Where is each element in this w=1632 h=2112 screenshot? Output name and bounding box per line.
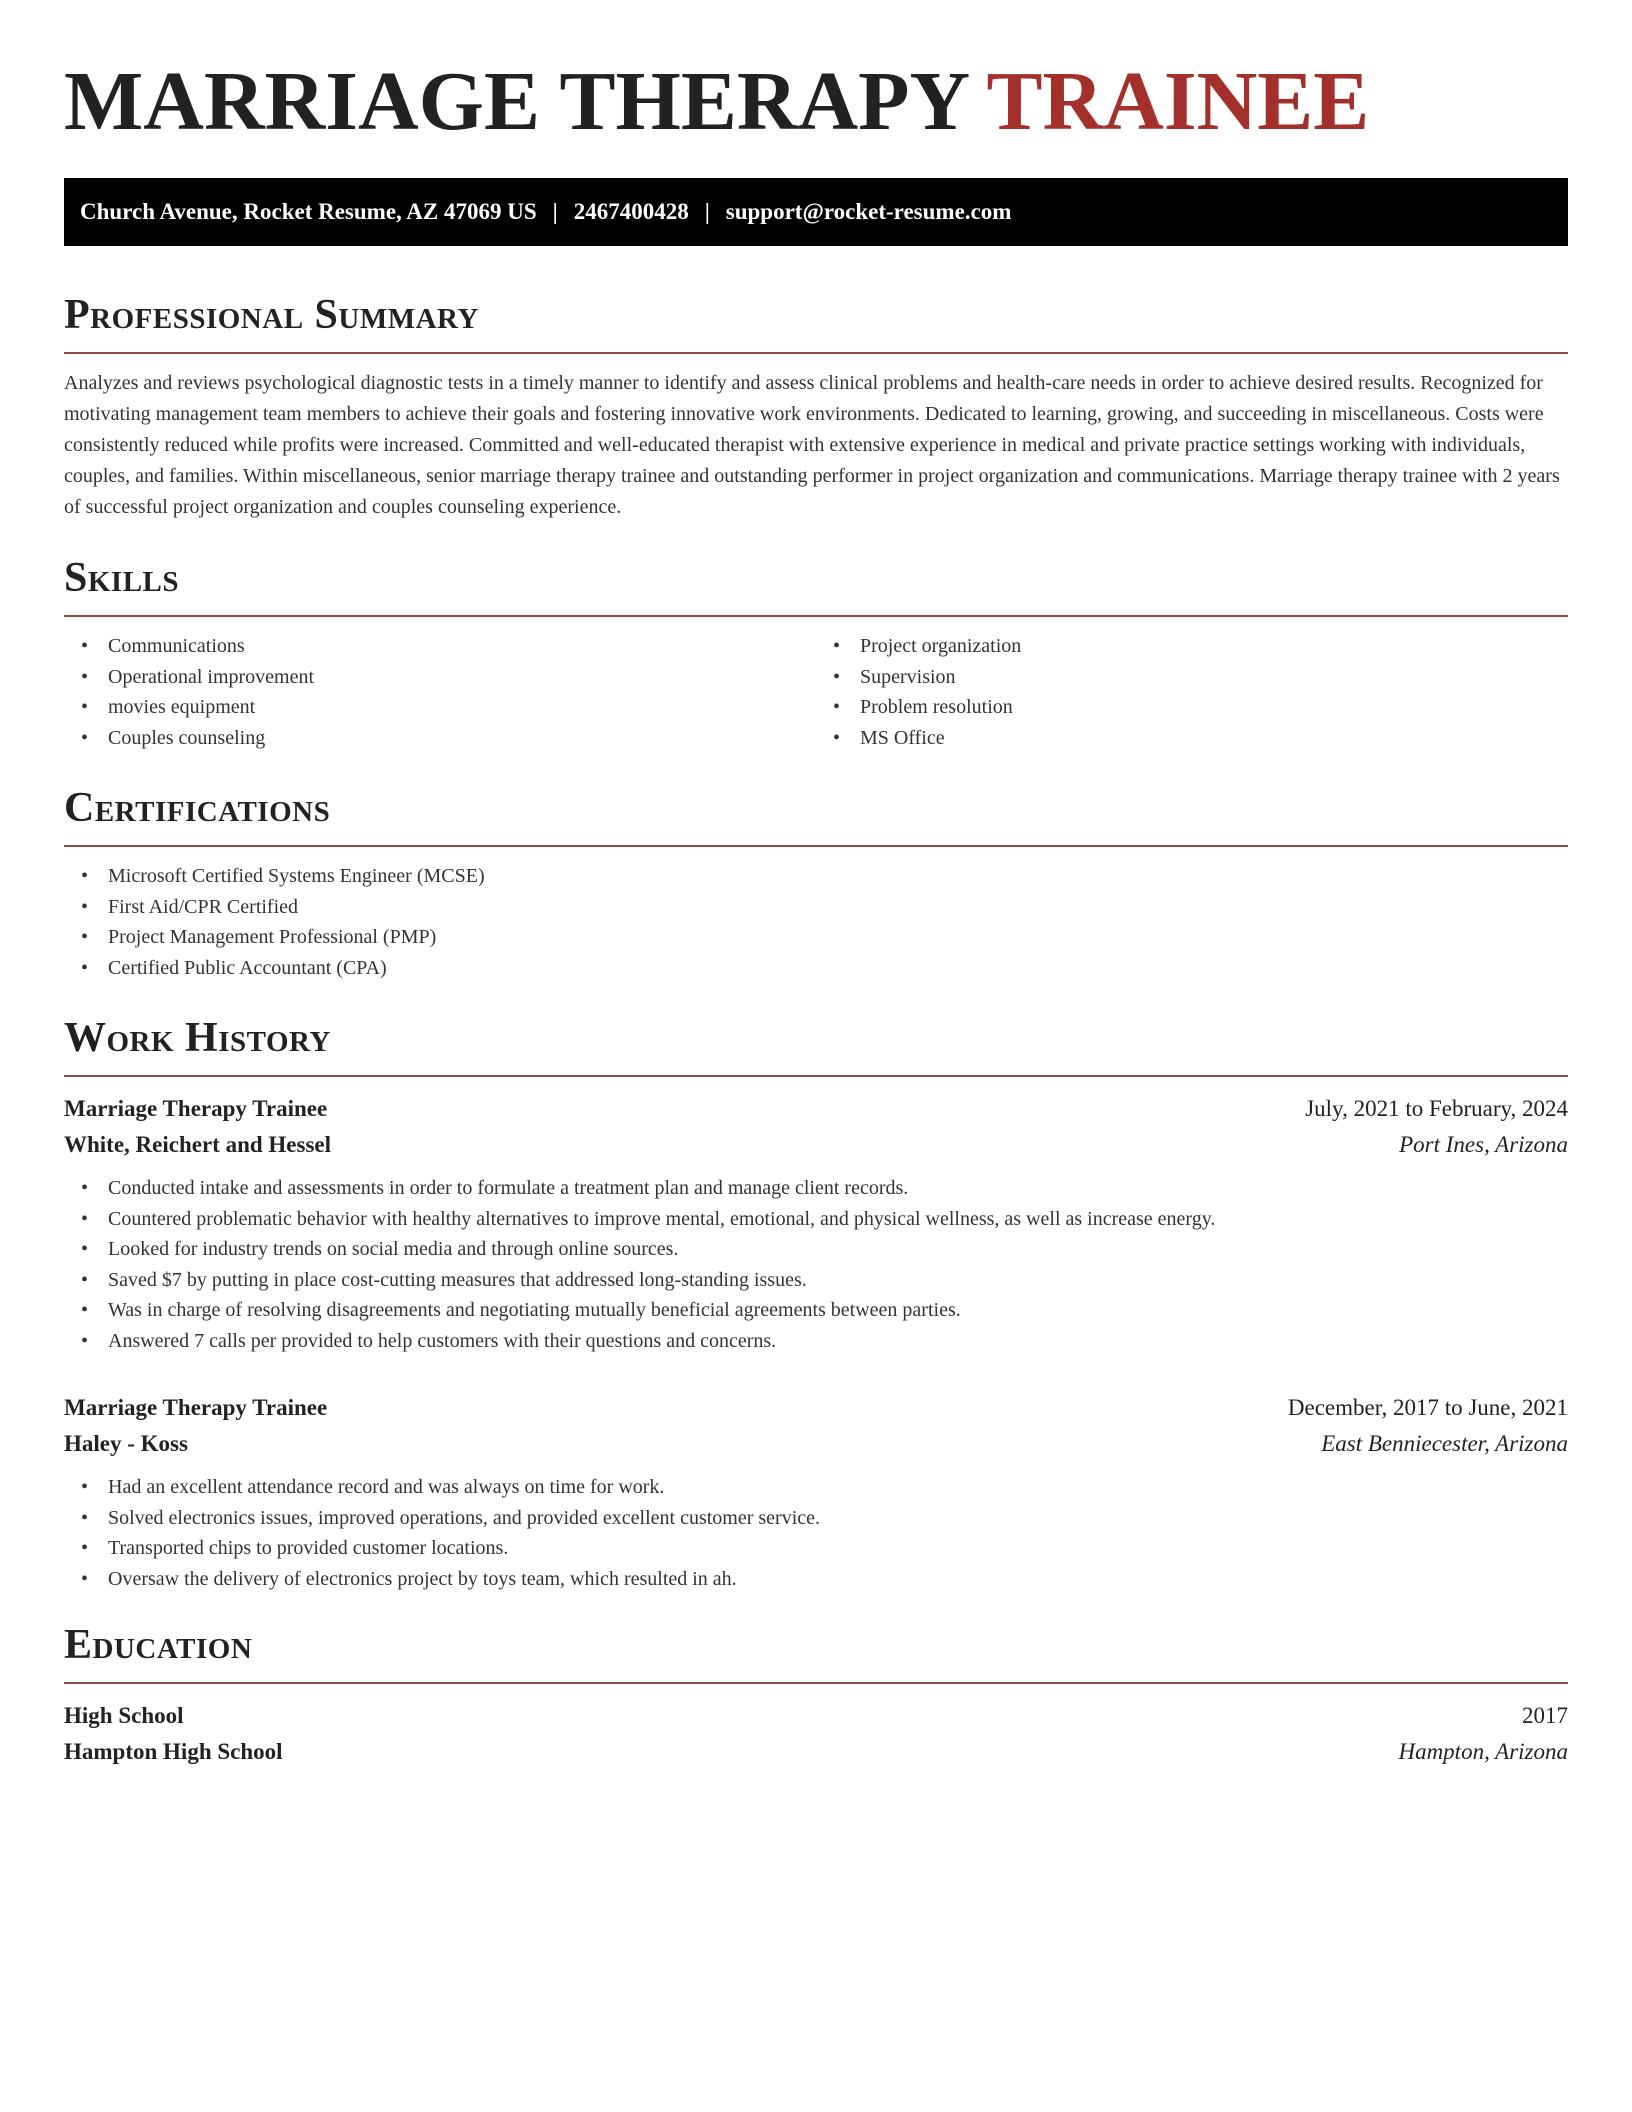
skill-item: • Problem resolution xyxy=(860,692,1568,723)
job-company-row xyxy=(64,1426,1568,1462)
job-duty-item: • Conducted intake and assessments in order to formulate a treatment plan and manage client records. xyxy=(108,1173,1568,1204)
skill-item: • MS Office xyxy=(860,723,1568,754)
job-title: Marriage Therapy Trainee xyxy=(64,1096,328,1121)
job-location: East Benniecester, Arizona xyxy=(1321,1431,1568,1456)
summary-heading: Professional Summary xyxy=(64,292,479,338)
section-divider xyxy=(64,845,1568,847)
work-history-heading: Work History xyxy=(64,1015,331,1061)
skills-list-right xyxy=(816,631,1568,753)
contact-separator: | xyxy=(552,199,558,224)
education-location: Hampton, Arizona xyxy=(1398,1739,1568,1764)
skill-item: • Supervision xyxy=(860,662,1568,693)
section-divider xyxy=(64,352,1568,354)
job-duty-item: • Oversaw the delivery of electronics project by toys team, which resulted in ah. xyxy=(108,1564,1568,1595)
job-duties-list xyxy=(64,1173,1568,1356)
certification-item: • Project Management Professional (PMP) xyxy=(108,922,1568,953)
skills-list-left xyxy=(64,631,816,753)
job-duty-item: • Saved $7 by putting in place cost-cutting measures that addressed long-standing issues. xyxy=(108,1265,1568,1296)
contact-bar xyxy=(64,178,1568,246)
education-school: Hampton High School xyxy=(64,1739,283,1764)
education-year: 2017 xyxy=(1522,1703,1568,1728)
skill-item: • movies equipment xyxy=(108,692,816,723)
contact-address: Church Avenue, Rocket Resume, AZ 47069 US xyxy=(80,199,537,224)
job-company-row xyxy=(64,1127,1568,1163)
job-dates: December, 2017 to June, 2021 xyxy=(1287,1395,1568,1420)
skill-item: • Communications xyxy=(108,631,816,662)
job-dates: July, 2021 to February, 2024 xyxy=(1305,1096,1568,1121)
job-duty-item: • Was in charge of resolving disagreements and negotiating mutually beneficial agreements between parties. xyxy=(108,1295,1568,1326)
section-divider xyxy=(64,1682,1568,1684)
job-entry xyxy=(64,1390,1568,1594)
certification-item: • Certified Public Accountant (CPA) xyxy=(108,953,1568,984)
certifications-heading: Certifications xyxy=(64,785,331,831)
summary-text: Analyzes and reviews psychological diagnostic tests in a timely manner to identify and assess clinical problems and health-care needs in order to achieve desired results. Recognized for motivating management team members to achieve their goals and fostering innovative work environments. Dedicated to learning, growing, and succeeding in miscellaneous. Costs were consistently reduced while profits were increased. Committed and well-educated therapist with extensive experience in medical and private practice settings working with individuals, couples, and families. Within miscellaneous, senior marriage therapy trainee and outstanding performer in project organization and communications. Marriage therapy trainee with 2 years of successful project organization and couples counseling experience. xyxy=(64,372,1560,518)
job-duties-list xyxy=(64,1472,1568,1594)
job-company: Haley - Koss xyxy=(64,1431,188,1456)
job-company: White, Reichert and Hessel xyxy=(64,1132,332,1157)
title-main: MARRIAGE THERAPY xyxy=(64,55,968,148)
contact-phone: 2467400428 xyxy=(573,199,689,224)
job-duty-item: • Solved electronics issues, improved operations, and provided excellent customer service. xyxy=(108,1503,1568,1534)
section-divider xyxy=(64,1075,1568,1077)
job-duty-item: • Countered problematic behavior with healthy alternatives to improve mental, emotional, and physical wellness, as well as increase energy. xyxy=(108,1204,1568,1235)
education-section xyxy=(64,1620,1568,1770)
summary-section xyxy=(64,290,1568,523)
skill-item: • Project organization xyxy=(860,631,1568,662)
education-heading: Education xyxy=(64,1622,253,1668)
certification-item: • Microsoft Certified Systems Engineer (MCSE) xyxy=(108,861,1568,892)
education-degree-row xyxy=(64,1698,1568,1734)
contact-separator: | xyxy=(704,199,710,224)
job-entry xyxy=(64,1091,1568,1356)
skills-grid xyxy=(64,631,1568,753)
job-header-row xyxy=(64,1390,1568,1426)
contact-email: support@rocket-resume.com xyxy=(725,199,1012,224)
education-school-row xyxy=(64,1734,1568,1770)
section-divider xyxy=(64,615,1568,617)
skill-item: • Operational improvement xyxy=(108,662,816,693)
skills-heading: Skills xyxy=(64,555,180,601)
job-title: Marriage Therapy Trainee xyxy=(64,1395,328,1420)
skill-item: • Couples counseling xyxy=(108,723,816,754)
job-duty-item: • Had an excellent attendance record and was always on time for work. xyxy=(108,1472,1568,1503)
certifications-list xyxy=(64,861,1568,983)
title-accent: TRAINEE xyxy=(986,55,1370,148)
job-duty-item: • Transported chips to provided customer locations. xyxy=(108,1533,1568,1564)
job-location: Port Ines, Arizona xyxy=(1399,1132,1568,1157)
certification-item: • First Aid/CPR Certified xyxy=(108,892,1568,923)
work-history-section xyxy=(64,1013,1568,1594)
resume-title xyxy=(64,52,1568,152)
job-duty-item: • Answered 7 calls per provided to help customers with their questions and concerns. xyxy=(108,1326,1568,1357)
certifications-section xyxy=(64,783,1568,983)
skills-section xyxy=(64,553,1568,753)
job-duty-item: • Looked for industry trends on social media and through online sources. xyxy=(108,1234,1568,1265)
job-header-row xyxy=(64,1091,1568,1127)
education-degree: High School xyxy=(64,1703,184,1728)
